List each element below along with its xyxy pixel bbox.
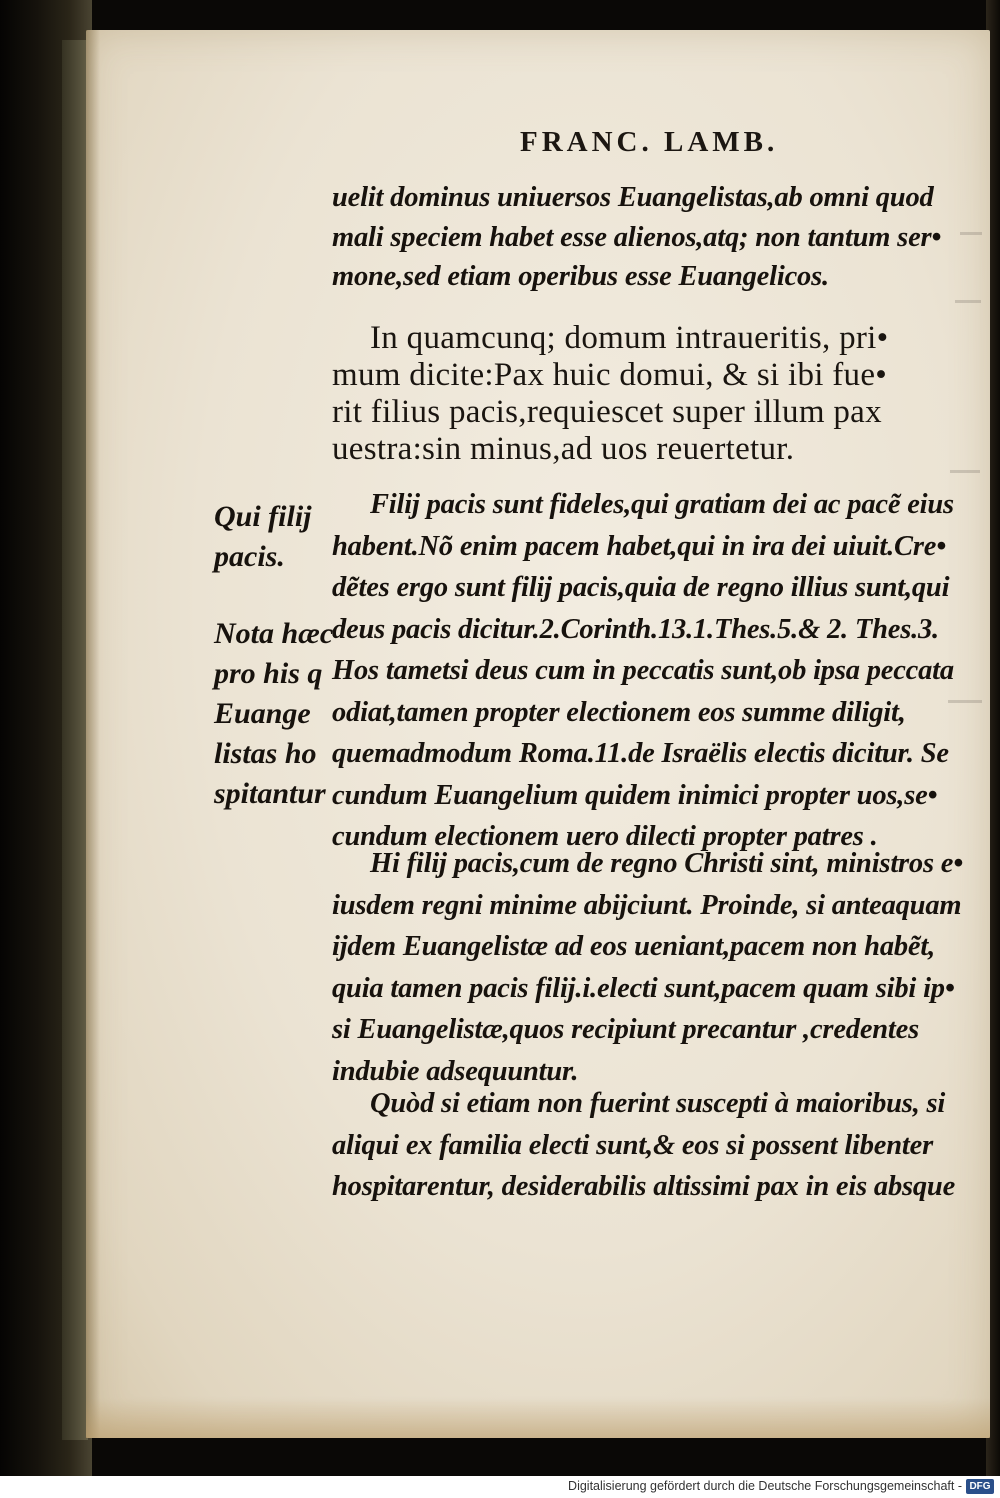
text-line: Quòd si etiam non fuerint suscepti à maioribus, si (370, 1088, 946, 1119)
text-line: Filij pacis sunt fideles,qui gratiam dei ac pacẽ eius (370, 489, 954, 520)
text-line: hospitarentur, desiderabilis altissimi pax in eis absque (332, 1171, 956, 1202)
paragraph-3 (332, 843, 962, 1092)
text-line: rit filius pacis,requiescet super illum pax (332, 394, 882, 430)
paragraph-1 (332, 178, 962, 297)
dfg-logo: DFG (966, 1479, 994, 1494)
text-line: uelit dominus uniuersos Euangelistas,ab omni quod (332, 182, 934, 213)
text-line: mali speciem habet esse alienos,atq; non tantum ser• (332, 221, 942, 253)
marginal-line: listas ho (214, 737, 317, 770)
footer-credit: Digitalisierung gefördert durch die Deutsche Forschungsgemeinschaft - (568, 1479, 962, 1493)
marginal-line: spitantur (214, 777, 326, 810)
paragraph-4 (332, 1083, 962, 1208)
running-head: FRANC. LAMB. (520, 126, 779, 158)
text-line: quemadmodum Roma.11.de Israëlis electis dicitur. Se (332, 738, 949, 769)
footer-bar (0, 1476, 1000, 1498)
text-line: cundum Euangelium quidem inimici propter uos,se• (332, 779, 938, 811)
text-line: Hi filij pacis,cum de regno Christi sint, ministros e• (370, 848, 964, 879)
binding-edge (62, 40, 88, 1440)
text-line: odiat,tamen propter electionem eos summe diligit, (332, 696, 906, 728)
marginal-note (214, 497, 312, 577)
text-line: ijdem Euangelistæ ad eos ueniant,pacem non habẽt, (332, 931, 936, 962)
text-line: Hos tametsi deus cum in peccatis sunt,ob ipsa peccata (332, 655, 954, 686)
paragraph-2 (332, 484, 962, 858)
text-line: habent.Nõ enim pacem habet,qui in ira dei uiuit.Cre• (332, 530, 946, 562)
marginal-line: pro his q (214, 657, 323, 690)
text-line: uestra:sin minus,ad uos reuertetur. (332, 431, 795, 467)
text-line: si Euangelistæ,quos recipiunt precantur ,credentes (332, 1014, 919, 1045)
text-line: mum dicite:Pax huic domui, & si ibi fue• (332, 357, 888, 393)
marginal-note (214, 614, 333, 814)
text-line: quia tamen pacis filij.i.electi sunt,pacem quam sibi ip• (332, 972, 955, 1004)
text-line: aliqui ex familia electi sunt,& eos si possent libenter (332, 1129, 933, 1161)
marginal-line: Nota hæc (214, 617, 334, 650)
marginal-line: Euange (214, 697, 311, 730)
text-line: deus pacis dicitur.2.Corinth.13.1.Thes.5.& 2. Thes.3. (332, 613, 939, 645)
text-line: cundum electionem uero dilecti propter patres . (332, 821, 878, 852)
text-line: mone,sed etiam operibus esse Euangelicos. (332, 261, 829, 292)
marginal-line: pacis. (214, 540, 285, 573)
marginal-line: Qui filij (214, 500, 312, 533)
text-line: dẽtes ergo sunt filij pacis,quia de regno illius sunt,qui (332, 572, 950, 603)
scripture-quotation (332, 320, 962, 468)
text-line: iusdem regni minime abijciunt. Proinde, si anteaquam (332, 889, 962, 921)
text-line: indubie adsequuntur. (332, 1055, 579, 1087)
text-line: In quamcunq; domum intraueritis, pri• (370, 320, 889, 356)
